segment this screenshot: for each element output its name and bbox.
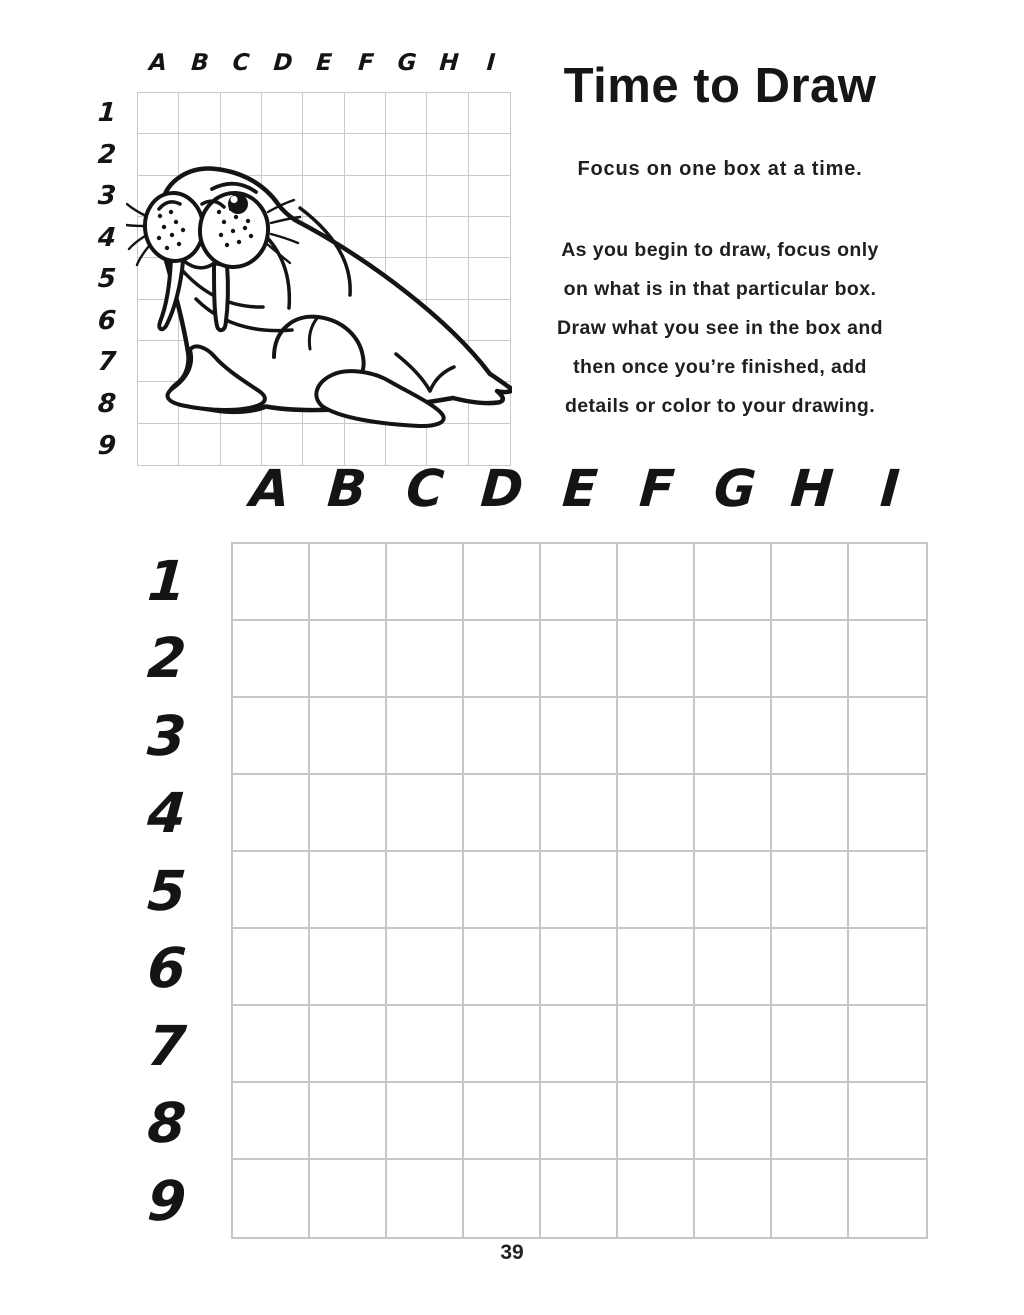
grid-cell[interactable] <box>541 1083 618 1160</box>
grid-cell[interactable] <box>618 852 695 929</box>
grid-cell[interactable] <box>541 775 618 852</box>
practice-row-label: 4 <box>145 781 189 846</box>
grid-cell <box>179 93 220 134</box>
grid-cell <box>138 424 179 465</box>
reference-row-label: 4 <box>96 222 118 253</box>
grid-cell[interactable] <box>233 544 310 621</box>
grid-cell[interactable] <box>695 544 772 621</box>
grid-cell[interactable] <box>849 1006 926 1083</box>
grid-cell[interactable] <box>772 1160 849 1237</box>
page-title: Time to Draw <box>563 59 877 113</box>
grid-cell[interactable] <box>618 929 695 1006</box>
grid-cell[interactable] <box>541 544 618 621</box>
walrus-eye-highlight <box>230 196 237 203</box>
grid-cell[interactable] <box>772 929 849 1006</box>
walrus-eye <box>228 194 248 214</box>
practice-column-label: G <box>711 460 758 519</box>
grid-cell <box>221 424 262 465</box>
grid-cell[interactable] <box>387 1160 464 1237</box>
grid-cell[interactable] <box>464 775 541 852</box>
practice-row-label: 6 <box>145 935 189 1000</box>
practice-row-label: 1 <box>145 548 189 613</box>
grid-cell[interactable] <box>618 544 695 621</box>
grid-cell[interactable] <box>310 1006 387 1083</box>
grid-cell[interactable] <box>849 544 926 621</box>
grid-cell[interactable] <box>695 775 772 852</box>
practice-row-label: 2 <box>145 626 189 691</box>
grid-cell[interactable] <box>310 852 387 929</box>
grid-cell[interactable] <box>387 698 464 775</box>
grid-cell[interactable] <box>464 929 541 1006</box>
reference-column-label: G <box>397 50 418 76</box>
grid-cell <box>469 424 510 465</box>
grid-cell[interactable] <box>464 621 541 698</box>
grid-cell[interactable] <box>310 1160 387 1237</box>
practice-column-label: I <box>877 460 902 519</box>
practice-column-label: A <box>248 460 292 519</box>
reference-column-label: I <box>485 50 496 76</box>
grid-cell[interactable] <box>695 929 772 1006</box>
grid-cell <box>303 424 344 465</box>
reference-grid-column-labels <box>137 50 511 84</box>
grid-cell <box>179 424 220 465</box>
grid-cell[interactable] <box>464 1006 541 1083</box>
practice-grid-row-labels <box>112 542 212 1239</box>
reference-row-label: 8 <box>96 388 118 419</box>
practice-column-label: C <box>404 460 446 519</box>
grid-cell[interactable] <box>772 621 849 698</box>
instruction-line: then once you’re finished, add <box>573 356 867 378</box>
grid-cell[interactable] <box>541 852 618 929</box>
grid-cell[interactable] <box>695 852 772 929</box>
grid-cell[interactable] <box>849 929 926 1006</box>
grid-cell[interactable] <box>772 1083 849 1160</box>
grid-cell[interactable] <box>233 852 310 929</box>
grid-cell[interactable] <box>387 621 464 698</box>
grid-cell[interactable] <box>772 775 849 852</box>
instruction-line: As you begin to draw, focus only <box>561 239 879 261</box>
practice-column-label: D <box>479 460 526 519</box>
practice-row-label: 3 <box>145 703 189 768</box>
grid-cell[interactable] <box>233 621 310 698</box>
reference-row-label: 1 <box>96 97 118 128</box>
reference-column-label: H <box>438 50 460 76</box>
grid-cell <box>262 424 303 465</box>
grid-cell[interactable] <box>772 852 849 929</box>
practice-row-label: 5 <box>145 858 189 923</box>
reference-column-label: B <box>189 50 210 76</box>
grid-cell[interactable] <box>772 698 849 775</box>
grid-cell[interactable] <box>695 1083 772 1160</box>
instruction-line: Draw what you see in the box and <box>557 317 883 339</box>
grid-cell[interactable] <box>387 852 464 929</box>
grid-cell[interactable] <box>541 1006 618 1083</box>
instruction-line: on what is in that particular box. <box>563 278 877 300</box>
reference-column-label: C <box>231 50 251 76</box>
grid-cell[interactable] <box>387 929 464 1006</box>
grid-cell[interactable] <box>849 698 926 775</box>
reference-row-label: 7 <box>96 347 118 378</box>
grid-cell <box>386 93 427 134</box>
reference-column-label: E <box>315 50 334 76</box>
grid-cell <box>262 93 303 134</box>
grid-cell[interactable] <box>541 929 618 1006</box>
grid-cell <box>138 93 179 134</box>
grid-cell <box>221 93 262 134</box>
grid-cell <box>427 93 468 134</box>
reference-row-label: 9 <box>96 430 118 461</box>
reference-row-label: 3 <box>96 180 118 211</box>
grid-cell[interactable] <box>849 621 926 698</box>
grid-cell[interactable] <box>618 1083 695 1160</box>
grid-cell[interactable] <box>695 1160 772 1237</box>
grid-cell[interactable] <box>310 621 387 698</box>
grid-cell[interactable] <box>387 1083 464 1160</box>
grid-cell[interactable] <box>233 929 310 1006</box>
practice-grid <box>231 542 928 1239</box>
grid-cell[interactable] <box>541 698 618 775</box>
grid-cell[interactable] <box>772 1006 849 1083</box>
grid-cell[interactable] <box>695 698 772 775</box>
reference-row-label: 6 <box>96 305 118 336</box>
practice-column-label: F <box>637 460 677 519</box>
grid-cell[interactable] <box>618 698 695 775</box>
reference-column-label: D <box>272 50 294 76</box>
grid-cell[interactable] <box>464 1160 541 1237</box>
grid-cell[interactable] <box>695 621 772 698</box>
grid-cell[interactable] <box>772 544 849 621</box>
grid-cell[interactable] <box>233 1083 310 1160</box>
grid-cell[interactable] <box>233 1160 310 1237</box>
grid-cell[interactable] <box>618 1160 695 1237</box>
practice-row-label: 9 <box>145 1168 189 1233</box>
grid-cell[interactable] <box>541 1160 618 1237</box>
grid-cell[interactable] <box>310 929 387 1006</box>
instructions <box>514 231 926 426</box>
grid-cell <box>386 424 427 465</box>
subtitle: Focus on one box at a time. <box>577 158 863 180</box>
grid-cell[interactable] <box>464 1083 541 1160</box>
grid-cell[interactable] <box>310 544 387 621</box>
grid-cell[interactable] <box>849 775 926 852</box>
grid-cell[interactable] <box>387 1006 464 1083</box>
reference-column-label: F <box>357 50 375 76</box>
grid-cell[interactable] <box>464 852 541 929</box>
grid-cell <box>345 424 386 465</box>
practice-column-label: B <box>325 460 369 519</box>
reference-row-label: 2 <box>96 139 118 170</box>
practice-row-label: 8 <box>145 1090 189 1155</box>
grid-cell[interactable] <box>233 775 310 852</box>
grid-cell[interactable] <box>387 544 464 621</box>
grid-cell[interactable] <box>618 1006 695 1083</box>
grid-cell <box>427 424 468 465</box>
reference-column-label: A <box>148 50 168 76</box>
grid-cell[interactable] <box>233 1006 310 1083</box>
walrus-tusk-right <box>214 263 228 330</box>
grid-cell[interactable] <box>849 1160 926 1237</box>
grid-cell[interactable] <box>695 1006 772 1083</box>
practice-column-label: H <box>788 460 836 519</box>
grid-cell <box>303 93 344 134</box>
grid-cell[interactable] <box>387 775 464 852</box>
grid-cell[interactable] <box>541 621 618 698</box>
grid-cell[interactable] <box>618 621 695 698</box>
grid-cell[interactable] <box>464 698 541 775</box>
page-number: 39 <box>500 1241 524 1264</box>
grid-cell <box>469 93 510 134</box>
instruction-line: details or color to your drawing. <box>564 395 876 417</box>
reference-row-label: 5 <box>96 264 118 295</box>
reference-grid-row-labels <box>78 92 126 466</box>
grid-cell[interactable] <box>310 698 387 775</box>
practice-row-label: 7 <box>145 1013 189 1078</box>
grid-cell[interactable] <box>233 698 310 775</box>
grid-cell <box>345 93 386 134</box>
grid-cell[interactable] <box>464 544 541 621</box>
grid-cell[interactable] <box>849 1083 926 1160</box>
grid-cell[interactable] <box>310 1083 387 1160</box>
grid-cell[interactable] <box>618 775 695 852</box>
walrus-line-drawing <box>126 160 512 428</box>
practice-grid-column-labels <box>231 460 928 526</box>
grid-cell[interactable] <box>310 775 387 852</box>
practice-column-label: E <box>560 460 600 519</box>
grid-cell[interactable] <box>849 852 926 929</box>
